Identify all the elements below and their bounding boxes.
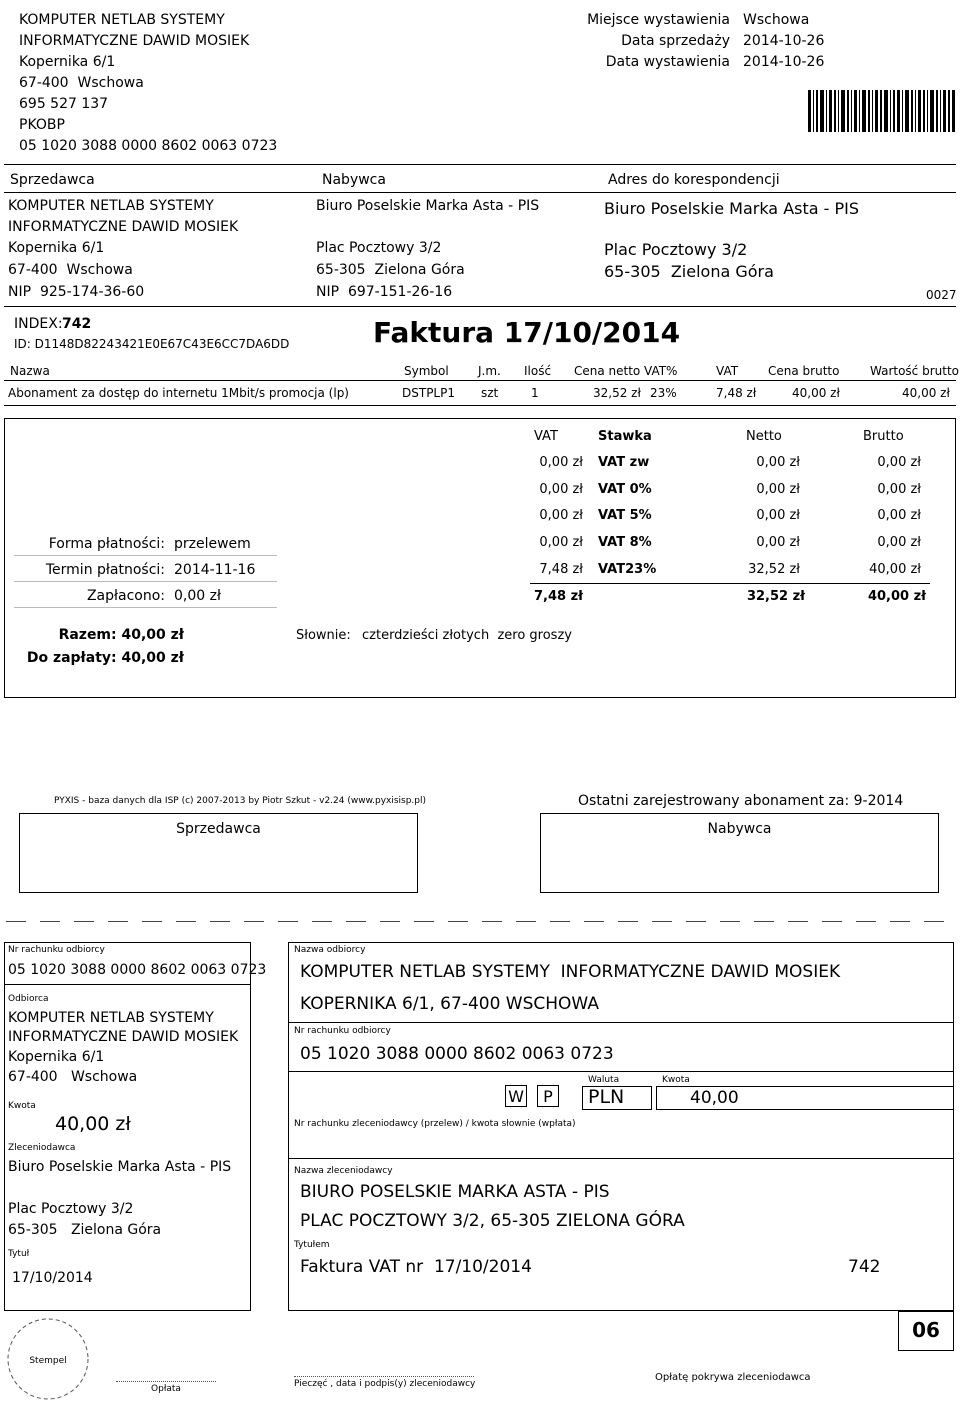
cut-line-dash <box>550 921 570 922</box>
vat-row-rate: VAT 8% <box>598 535 652 550</box>
item-unit: szt <box>481 386 499 400</box>
seller-header-bank: PKOBP <box>19 117 65 133</box>
seller-label: Sprzedawca <box>10 172 95 188</box>
vat-row-net: 0,00 zł <box>756 482 800 497</box>
slip-right-divider1 <box>288 1022 954 1023</box>
col-ilosc: Ilość <box>524 364 552 378</box>
item-vat: 7,48 zł <box>716 386 757 400</box>
seller-header-account: 05 1020 3088 0000 8602 0063 0723 <box>19 138 278 154</box>
vat-row-rate: VAT 5% <box>598 508 652 523</box>
cut-line-dash <box>482 921 502 922</box>
vat-total-vat: 7,48 zł <box>534 589 583 604</box>
buyer-name: Biuro Poselskie Marka Asta - PIS <box>316 198 540 214</box>
payer-account-label: Nr rachunku zleceniodawcy (przelew) / kwota słownie (wpłata) <box>294 1119 576 1129</box>
vat-row-vat: 0,00 zł <box>539 535 583 550</box>
cut-line-dash <box>176 921 196 922</box>
slip-right-recipient-line2: KOPERNIKA 6/1, 67-400 WSCHOWA <box>300 994 599 1014</box>
slip-right-divider2 <box>288 1071 954 1072</box>
slip-left-recipient-line4: 67-400 Wschowa <box>8 1069 138 1085</box>
items-bottom-divider <box>4 405 956 406</box>
slip-right-title-index: 742 <box>848 1257 881 1277</box>
slip-right-title-value: Faktura VAT nr 17/10/2014 <box>300 1257 532 1277</box>
index-label: INDEX: <box>14 316 63 332</box>
slip-left-title-label: Tytuł <box>8 1249 30 1259</box>
cut-line-dash <box>856 921 876 922</box>
cut-line-dash <box>414 921 434 922</box>
index-value: 742 <box>62 316 92 332</box>
col-jm: J.m. <box>478 364 501 378</box>
cut-line-dash <box>754 921 774 922</box>
buyer-city: 65-305 Zielona Góra <box>316 262 465 278</box>
cut-line-dash <box>788 921 808 922</box>
seller-header-line3: Kopernika 6/1 <box>19 54 116 70</box>
slip-left-amount-value: 40,00 zł <box>55 1113 131 1135</box>
document-code: 0027 <box>926 288 957 302</box>
slip-left-payer-line3: 65-305 Zielona Góra <box>8 1222 162 1238</box>
cut-line-dash <box>244 921 264 922</box>
slip-right-recipient-label: Nazwa odbiorcy <box>294 945 366 955</box>
currency-value: PLN <box>588 1086 625 1108</box>
vat-row-net: 0,00 zł <box>756 455 800 470</box>
sign-label: Pieczęć , data i podpis(y) zleceniodawcy <box>294 1376 474 1390</box>
seller-header-line2: INFORMATYCZNE DAWID MOSIEK <box>19 33 250 49</box>
vat-summary-header-vat: VAT <box>534 429 558 444</box>
vat-summary-header-net: Netto <box>746 429 782 444</box>
col-vat-percent: VAT% <box>644 364 678 378</box>
seller-signature-label: Sprzedawca <box>176 821 261 837</box>
slip-right-amount-value: 40,00 <box>690 1088 739 1108</box>
buyer-label: Nabywca <box>322 172 386 188</box>
vat-row-net: 32,52 zł <box>748 562 800 577</box>
paid-value: 0,00 zł <box>174 588 221 604</box>
payment-term-label: Termin płatności: <box>45 562 165 578</box>
slip-right-account-label: Nr rachunku odbiorcy <box>294 1026 391 1036</box>
slip-right-account-value: 05 1020 3088 0000 8602 0063 0723 <box>300 1044 614 1064</box>
slip-left-divider1 <box>4 984 251 985</box>
cut-line-dash <box>278 921 298 922</box>
cut-line-dash <box>210 921 230 922</box>
sale-date-label: Data sprzedaży <box>621 33 730 49</box>
seller-street: Kopernika 6/1 <box>8 240 105 256</box>
payer-name-line2: PLAC POCZTOWY 3/2, 65-305 ZIELONA GÓRA <box>300 1211 685 1231</box>
document-id: ID: D1148D82243421E0E67C43E6CC7DA6DD <box>14 337 290 351</box>
corr-city: 65-305 Zielona Góra <box>604 262 774 281</box>
parties-bottom-divider <box>4 306 956 307</box>
payer-name-line1: BIURO POSELSKIE MARKA ASTA - PIS <box>300 1182 610 1202</box>
col-vat: VAT <box>716 364 739 378</box>
seller-name1: KOMPUTER NETLAB SYSTEMY <box>8 198 214 214</box>
cut-line-dash <box>618 921 638 922</box>
slip-left-amount-label: Kwota <box>8 1101 36 1111</box>
slip-right-recipient-line1: KOMPUTER NETLAB SYSTEMY INFORMATYCZNE DAWID MOSIEK <box>300 962 841 982</box>
header-divider <box>4 164 956 165</box>
slip-left-recipient-line3: Kopernika 6/1 <box>8 1049 105 1065</box>
corr-name: Biuro Poselskie Marka Asta - PIS <box>604 199 860 218</box>
vat-row-gross: 40,00 zł <box>869 562 921 577</box>
cut-line-dash <box>686 921 706 922</box>
vat-row-gross: 0,00 zł <box>877 482 921 497</box>
parties-divider <box>4 192 956 193</box>
slownie-label: Słownie: <box>296 628 351 643</box>
vat-summary-divider <box>530 583 930 584</box>
cut-line-dash <box>448 921 468 922</box>
slip-left-recipient-line2: INFORMATYCZNE DAWID MOSIEK <box>8 1029 239 1045</box>
seller-city: 67-400 Wschowa <box>8 262 133 278</box>
cut-line-dash <box>924 921 944 922</box>
vat-row-net: 0,00 zł <box>756 535 800 550</box>
stamp-label: Stempel <box>29 1356 67 1366</box>
vat-row-rate: VAT zw <box>598 455 650 470</box>
slip-right-divider3 <box>288 1158 954 1159</box>
item-net-price: 32,52 zł <box>593 386 641 400</box>
payment-term-value: 2014-11-16 <box>174 562 256 578</box>
cut-line-dash <box>108 921 128 922</box>
slip-left-account-value: 05 1020 3088 0000 8602 0063 0723 <box>8 962 267 978</box>
vat-row-gross: 0,00 zł <box>877 508 921 523</box>
cut-line-dash <box>40 921 60 922</box>
col-symbol: Symbol <box>404 364 449 378</box>
vat-summary-header-rate: Stawka <box>598 429 652 444</box>
buyer-street: Plac Pocztowy 3/2 <box>316 240 442 256</box>
payer-name-label: Nazwa zleceniodawcy <box>294 1166 393 1176</box>
vat-row-vat: 0,00 zł <box>539 508 583 523</box>
vat-row-net: 0,00 zł <box>756 508 800 523</box>
seller-name2: INFORMATYCZNE DAWID MOSIEK <box>8 219 239 235</box>
item-gross-value: 40,00 zł <box>902 386 950 400</box>
paid-label: Zapłacono: <box>86 588 165 604</box>
payment-form-label: Forma płatności: <box>48 536 165 552</box>
seller-header-line1: KOMPUTER NETLAB SYSTEMY <box>19 12 225 28</box>
slip-left-payer-label: Zleceniodawca <box>8 1143 76 1153</box>
last-subscription: Ostatni zarejestrowany abonament za: 9-2014 <box>578 793 904 809</box>
cut-line-dash <box>312 921 332 922</box>
cut-line-dash <box>822 921 842 922</box>
buyer-nip: NIP 697-151-26-16 <box>316 284 453 300</box>
paid-underline <box>14 607 277 608</box>
currency-label: Waluta <box>588 1075 620 1085</box>
code-value: 06 <box>912 1318 940 1342</box>
total-do-zaplaty: Do zapłaty: 40,00 zł <box>26 650 184 666</box>
cut-line-dash <box>720 921 740 922</box>
option-w-label: W <box>508 1087 524 1106</box>
corr-label: Adres do korespondencji <box>608 172 780 188</box>
item-gross-price: 40,00 zł <box>792 386 840 400</box>
fee-label: Opłata <box>116 1381 216 1395</box>
place-label: Miejsce wystawienia <box>587 12 730 28</box>
vat-row-vat: 0,00 zł <box>539 455 583 470</box>
seller-nip: NIP 925-174-36-60 <box>8 284 145 300</box>
fee-note: Opłatę pokrywa zleceniodawca <box>655 1372 811 1383</box>
vat-row-vat: 0,00 zł <box>539 482 583 497</box>
cut-line-dash <box>380 921 400 922</box>
invoice-title: Faktura 17/10/2014 <box>373 316 681 349</box>
vat-row-vat: 7,48 zł <box>539 562 583 577</box>
slip-left-account-label: Nr rachunku odbiorcy <box>8 945 105 955</box>
item-symbol: DSTPLP1 <box>402 386 455 400</box>
vat-total-gross: 40,00 zł <box>867 589 926 604</box>
place-value: Wschowa <box>743 12 810 28</box>
slip-left-payer-line1: Biuro Poselskie Marka Asta - PIS <box>8 1159 232 1175</box>
vat-total-net: 32,52 zł <box>746 589 805 604</box>
cut-line-dash <box>6 921 26 922</box>
cut-line-dash <box>584 921 604 922</box>
item-name: Abonament za dostęp do internetu 1Mbit/s promocja (lp) <box>8 386 349 400</box>
slip-right-amount-label: Kwota <box>662 1075 690 1085</box>
cut-line-dash <box>652 921 672 922</box>
issue-date-label: Data wystawienia <box>605 54 730 70</box>
payment-form-value: przelewem <box>174 536 251 552</box>
item-vat-rate: 23% <box>650 386 677 400</box>
barcode-icon <box>808 90 956 132</box>
vat-row-rate: VAT 0% <box>598 482 652 497</box>
cut-line-dash <box>74 921 94 922</box>
vat-row-gross: 0,00 zł <box>877 455 921 470</box>
item-qty: 1 <box>531 386 539 400</box>
corr-street: Plac Pocztowy 3/2 <box>604 240 748 259</box>
col-cena-netto: Cena netto <box>574 364 641 378</box>
total-razem: Razem: 40,00 zł <box>58 627 184 643</box>
items-header-divider <box>4 380 956 381</box>
cut-line-dash <box>346 921 366 922</box>
vat-summary-header-gross: Brutto <box>863 429 904 444</box>
slownie-value: czterdzieści złotych zero groszy <box>362 628 572 643</box>
sale-date-value: 2014-10-26 <box>743 33 825 49</box>
slip-left-recipient-label: Odbiorca <box>8 994 49 1004</box>
software-note: PYXIS - baza danych dla ISP (c) 2007-2013 by Piotr Szkut - v2.24 (www.pyxisisp.pl) <box>54 796 427 806</box>
vat-row-gross: 0,00 zł <box>877 535 921 550</box>
vat-row-rate: VAT23% <box>598 562 657 577</box>
buyer-signature-label: Nabywca <box>707 821 772 837</box>
slip-left-payer-line2: Plac Pocztowy 3/2 <box>8 1201 134 1217</box>
seller-header-line4: 67-400 Wschowa <box>19 75 144 91</box>
slip-left-title-value: 17/10/2014 <box>12 1270 93 1286</box>
seller-header-phone: 695 527 137 <box>19 96 109 112</box>
option-p-label: P <box>543 1087 553 1106</box>
slip-right-title-label: Tytułem <box>294 1240 330 1250</box>
cut-line-dash <box>516 921 536 922</box>
col-cena-brutto: Cena brutto <box>768 364 840 378</box>
payment-term-underline <box>14 581 277 582</box>
col-nazwa: Nazwa <box>10 364 50 378</box>
payment-form-underline <box>14 555 277 556</box>
cut-line-dash <box>890 921 910 922</box>
cut-line-dash <box>142 921 162 922</box>
col-wartosc-brutto: Wartość brutto <box>870 364 960 378</box>
issue-date-value: 2014-10-26 <box>743 54 825 70</box>
slip-left-recipient-line1: KOMPUTER NETLAB SYSTEMY <box>8 1010 214 1026</box>
